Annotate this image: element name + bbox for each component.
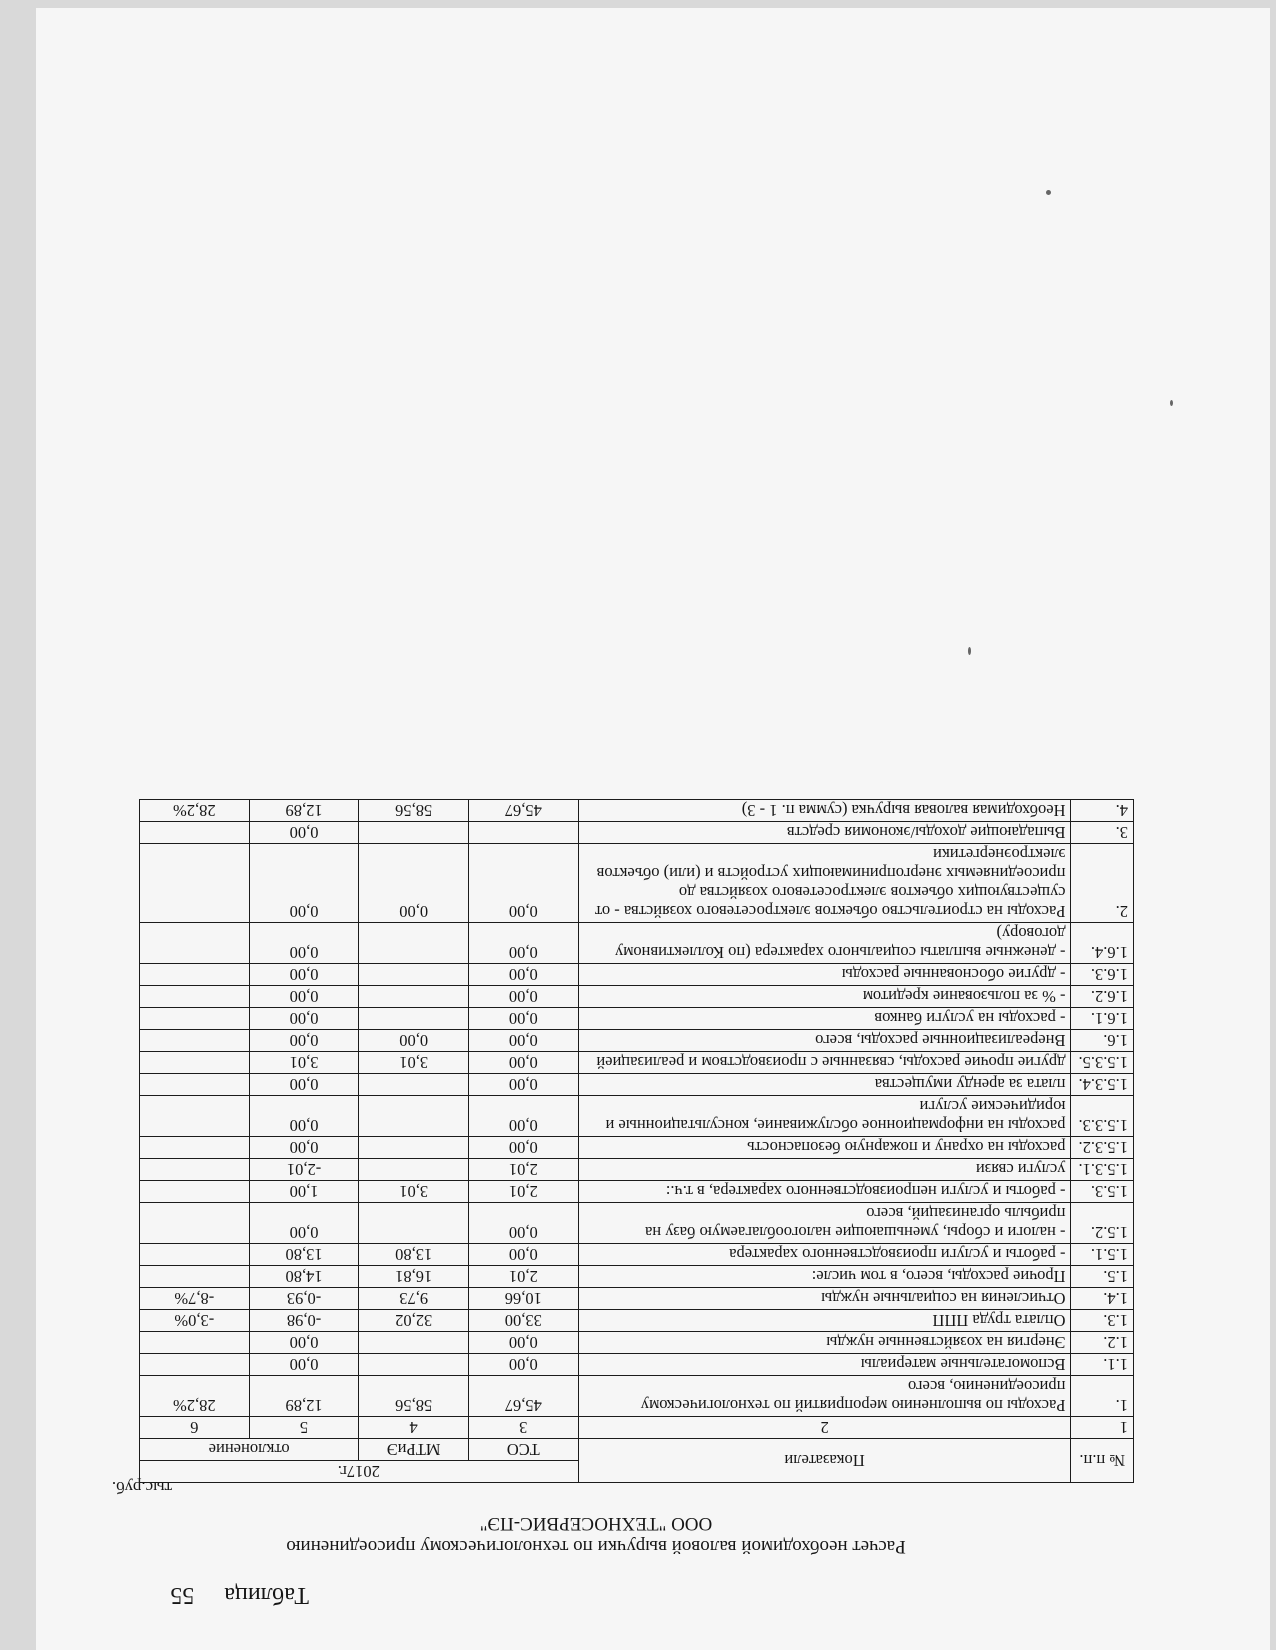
cell-mtrie — [359, 1074, 469, 1096]
col-header-tso: ТСО — [468, 1439, 578, 1461]
cell-num: 1.5.1. — [1071, 1244, 1134, 1266]
cell-mtrie — [359, 964, 469, 986]
cell-pct — [140, 1181, 250, 1203]
table-row — [140, 1052, 1134, 1074]
col-header-year: 2017г. — [140, 1461, 579, 1483]
cell-diff: 12,89 — [249, 1376, 359, 1417]
table-number: 55 — [170, 1582, 195, 1608]
cell-name: Необходимая валовая выручка (сумма п. 1 - 3) — [578, 800, 1071, 822]
header-row — [140, 1461, 1134, 1483]
cell-name: Расходы на строительство объектов электросетевого хозяйства - от существующих объектов электросетевого хозяйства до присоединяемых энергопринимающих устройств и (или) объектов электроэнергетики — [578, 844, 1071, 923]
col-header-deviation: отклонение — [140, 1439, 359, 1461]
cell-diff: 0,00 — [249, 986, 359, 1008]
cell-diff: 0,00 — [249, 822, 359, 844]
index-cell: 2 — [578, 1417, 1071, 1439]
index-row — [140, 1417, 1134, 1439]
cell-pct — [140, 1159, 250, 1181]
table-row — [140, 1096, 1134, 1137]
cell-diff: 0,00 — [249, 1074, 359, 1096]
cell-diff: 0,00 — [249, 844, 359, 923]
cell-tso: 0,00 — [468, 1074, 578, 1096]
cell-name: Отчисления на социальные нужды — [578, 1288, 1071, 1310]
cell-num: 1.5.3.1. — [1071, 1159, 1134, 1181]
cell-mtrie — [359, 1008, 469, 1030]
cell-diff: -2,01 — [249, 1159, 359, 1181]
table-row — [140, 1008, 1134, 1030]
col-header-num: № п.п. — [1071, 1439, 1134, 1483]
cell-diff: 12,89 — [249, 800, 359, 822]
cell-tso: 0,00 — [468, 1008, 578, 1030]
cell-name: Прочие расходы, всего, в том числе: — [578, 1266, 1071, 1288]
cell-num: 1.5.3.5. — [1071, 1052, 1134, 1074]
cell-tso: 0,00 — [468, 844, 578, 923]
cell-num: 1.6.2. — [1071, 986, 1134, 1008]
table-row — [140, 986, 1134, 1008]
cell-tso: 2,01 — [468, 1181, 578, 1203]
cell-tso: 0,00 — [468, 1096, 578, 1137]
table-row — [140, 1354, 1134, 1376]
cell-num: 3. — [1071, 822, 1134, 844]
cell-name: - денежные выплаты социального характера (по Коллективному договору) — [578, 923, 1071, 964]
cell-tso: 2,01 — [468, 1159, 578, 1181]
table-row — [140, 1159, 1134, 1181]
cell-num: 1.5. — [1071, 1266, 1134, 1288]
scan-speck — [1046, 190, 1051, 195]
cell-name: - % за пользование кредитом — [578, 986, 1071, 1008]
cell-diff: 0,00 — [249, 1008, 359, 1030]
table-row — [140, 1137, 1134, 1159]
cell-mtrie — [359, 923, 469, 964]
cell-mtrie: 16,81 — [359, 1266, 469, 1288]
col-header-name: Показатели — [578, 1439, 1071, 1483]
scan-speck — [968, 647, 971, 655]
table-row — [140, 1181, 1134, 1203]
cell-name: Энергия на хозяйственные нужды — [578, 1332, 1071, 1354]
cell-mtrie — [359, 1159, 469, 1181]
cell-pct — [140, 1052, 250, 1074]
table-row — [140, 800, 1134, 822]
table-row — [140, 1074, 1134, 1096]
document-title — [286, 1512, 906, 1558]
table-label — [170, 1581, 309, 1608]
cell-pct — [140, 822, 250, 844]
cell-num: 1.5.3. — [1071, 1181, 1134, 1203]
cell-name: услуги связи — [578, 1159, 1071, 1181]
cell-num: 1.6. — [1071, 1030, 1134, 1052]
cell-diff: 0,00 — [249, 1203, 359, 1244]
cell-mtrie — [359, 1096, 469, 1137]
table-row — [140, 1376, 1134, 1417]
cell-diff: 0,00 — [249, 1137, 359, 1159]
cell-name: расходы на охрану и пожарную безопасность — [578, 1137, 1071, 1159]
cell-pct — [140, 923, 250, 964]
cell-num: 1.6.4. — [1071, 923, 1134, 964]
cell-num: 4. — [1071, 800, 1134, 822]
cell-tso: 0,00 — [468, 1354, 578, 1376]
cell-name: плата за аренду имущества — [578, 1074, 1071, 1096]
index-cell: 1 — [1071, 1417, 1134, 1439]
cell-mtrie: 3,01 — [359, 1181, 469, 1203]
cell-tso: 0,00 — [468, 1203, 578, 1244]
table-row — [140, 1266, 1134, 1288]
cell-pct — [140, 986, 250, 1008]
cell-diff: -0,93 — [249, 1288, 359, 1310]
cell-name: расходы на информационное обслуживание, консультационные и юридические услуги — [578, 1096, 1071, 1137]
cell-num: 1.6.1. — [1071, 1008, 1134, 1030]
index-cell: 5 — [249, 1417, 359, 1439]
cell-diff: 1,00 — [249, 1181, 359, 1203]
cell-num: 1.1. — [1071, 1354, 1134, 1376]
cell-diff: 14,80 — [249, 1266, 359, 1288]
table-row — [140, 923, 1134, 964]
index-cell: 4 — [359, 1417, 469, 1439]
cell-diff: 0,00 — [249, 1030, 359, 1052]
cell-tso: 0,00 — [468, 1137, 578, 1159]
index-cell: 6 — [140, 1417, 250, 1439]
cell-diff: -0,98 — [249, 1310, 359, 1332]
cell-tso: 10,66 — [468, 1288, 578, 1310]
cell-name: - налоги и сборы, уменьшающие налогооблагаемую базу на прибыль организаций, всего — [578, 1203, 1071, 1244]
cell-diff: 0,00 — [249, 1332, 359, 1354]
scan-speck — [1170, 400, 1173, 406]
title-line-2: ООО "ТЕХНОСЕРВИС-ПЭ" — [479, 1513, 713, 1534]
cell-mtrie — [359, 822, 469, 844]
cell-pct — [140, 1266, 250, 1288]
cell-diff: 0,00 — [249, 964, 359, 986]
table-row — [140, 1332, 1134, 1354]
cell-num: 1.3. — [1071, 1310, 1134, 1332]
table-row — [140, 844, 1134, 923]
cell-pct — [140, 844, 250, 923]
cell-diff: 0,00 — [249, 1354, 359, 1376]
cell-pct — [140, 1332, 250, 1354]
cell-name: другие прочие расходы, связанные с производством и реализацией — [578, 1052, 1071, 1074]
cell-mtrie — [359, 1203, 469, 1244]
cell-name: - другие обоснованные расходы — [578, 964, 1071, 986]
table-row — [140, 964, 1134, 986]
cell-tso — [468, 822, 578, 844]
cell-name: - расходы на услуги банков — [578, 1008, 1071, 1030]
cell-tso: 33,00 — [468, 1310, 578, 1332]
cell-mtrie: 58,56 — [359, 800, 469, 822]
cell-num: 1.4. — [1071, 1288, 1134, 1310]
cell-name: Вспомогательные материалы — [578, 1354, 1071, 1376]
table-row — [140, 1030, 1134, 1052]
cell-name: Внереализационные расходы, всего — [578, 1030, 1071, 1052]
cell-num: 2. — [1071, 844, 1134, 923]
cell-tso: 0,00 — [468, 1244, 578, 1266]
units-label: тыс.руб. — [111, 1478, 172, 1497]
cell-mtrie: 0,00 — [359, 844, 469, 923]
cell-pct — [140, 964, 250, 986]
cell-pct — [140, 1030, 250, 1052]
cell-pct: 28,2% — [140, 1376, 250, 1417]
table-row — [140, 822, 1134, 844]
cell-tso: 0,00 — [468, 1052, 578, 1074]
cell-diff: 0,00 — [249, 923, 359, 964]
cell-pct — [140, 1137, 250, 1159]
cell-pct — [140, 1244, 250, 1266]
cell-name: - работы и услуги непроизводственного характера, в т.ч.: — [578, 1181, 1071, 1203]
cell-diff: 13,80 — [249, 1244, 359, 1266]
cell-mtrie — [359, 1332, 469, 1354]
table-label-text: Таблица — [224, 1582, 309, 1608]
table-row — [140, 1203, 1134, 1244]
cell-num: 1.2. — [1071, 1332, 1134, 1354]
cell-name: Выпадающие доходы/экономия средств — [578, 822, 1071, 844]
cell-pct — [140, 1008, 250, 1030]
cell-pct — [140, 1354, 250, 1376]
cell-tso: 45,67 — [468, 800, 578, 822]
cell-pct — [140, 1096, 250, 1137]
cell-mtrie: 32,02 — [359, 1310, 469, 1332]
table-row — [140, 1244, 1134, 1266]
cell-pct — [140, 1074, 250, 1096]
cell-mtrie — [359, 1137, 469, 1159]
cell-pct: -3,0% — [140, 1310, 250, 1332]
cell-name: Расходы по выполнению мероприятий по технологическому присоединению, всего — [578, 1376, 1071, 1417]
cell-num: 1.5.3.3. — [1071, 1096, 1134, 1137]
cell-diff: 3,01 — [249, 1052, 359, 1074]
table-row — [140, 1310, 1134, 1332]
cell-mtrie: 3,01 — [359, 1052, 469, 1074]
cell-num: 1.5.3.2. — [1071, 1137, 1134, 1159]
col-header-mtrie: МТРиЭ — [359, 1439, 469, 1461]
cell-tso: 0,00 — [468, 1332, 578, 1354]
cell-num: 1.5.3.4. — [1071, 1074, 1134, 1096]
cell-diff: 0,00 — [249, 1096, 359, 1137]
cell-mtrie: 58,56 — [359, 1376, 469, 1417]
cell-mtrie — [359, 986, 469, 1008]
cell-num: 1.6.3. — [1071, 964, 1134, 986]
cell-tso: 0,00 — [468, 986, 578, 1008]
cell-pct: -8,7% — [140, 1288, 250, 1310]
cell-num: 1. — [1071, 1376, 1134, 1417]
cell-name: - работы и услуги производственного характера — [578, 1244, 1071, 1266]
index-cell: 3 — [468, 1417, 578, 1439]
title-line-1: Расчет необходимой валовой выручки по технологическому присоединению — [286, 1536, 906, 1557]
cell-name: Оплата труда ППП — [578, 1310, 1071, 1332]
cell-tso: 0,00 — [468, 964, 578, 986]
table-row — [140, 1288, 1134, 1310]
cell-tso: 0,00 — [468, 1030, 578, 1052]
cell-tso: 2,01 — [468, 1266, 578, 1288]
revenue-table — [139, 799, 1134, 1483]
cell-pct — [140, 1203, 250, 1244]
cell-mtrie: 0,00 — [359, 1030, 469, 1052]
cell-mtrie — [359, 1354, 469, 1376]
cell-pct: 28,2% — [140, 800, 250, 822]
cell-tso: 0,00 — [468, 923, 578, 964]
cell-num: 1.5.2. — [1071, 1203, 1134, 1244]
cell-tso: 45,67 — [468, 1376, 578, 1417]
cell-mtrie: 9,73 — [359, 1288, 469, 1310]
cell-mtrie: 13,80 — [359, 1244, 469, 1266]
